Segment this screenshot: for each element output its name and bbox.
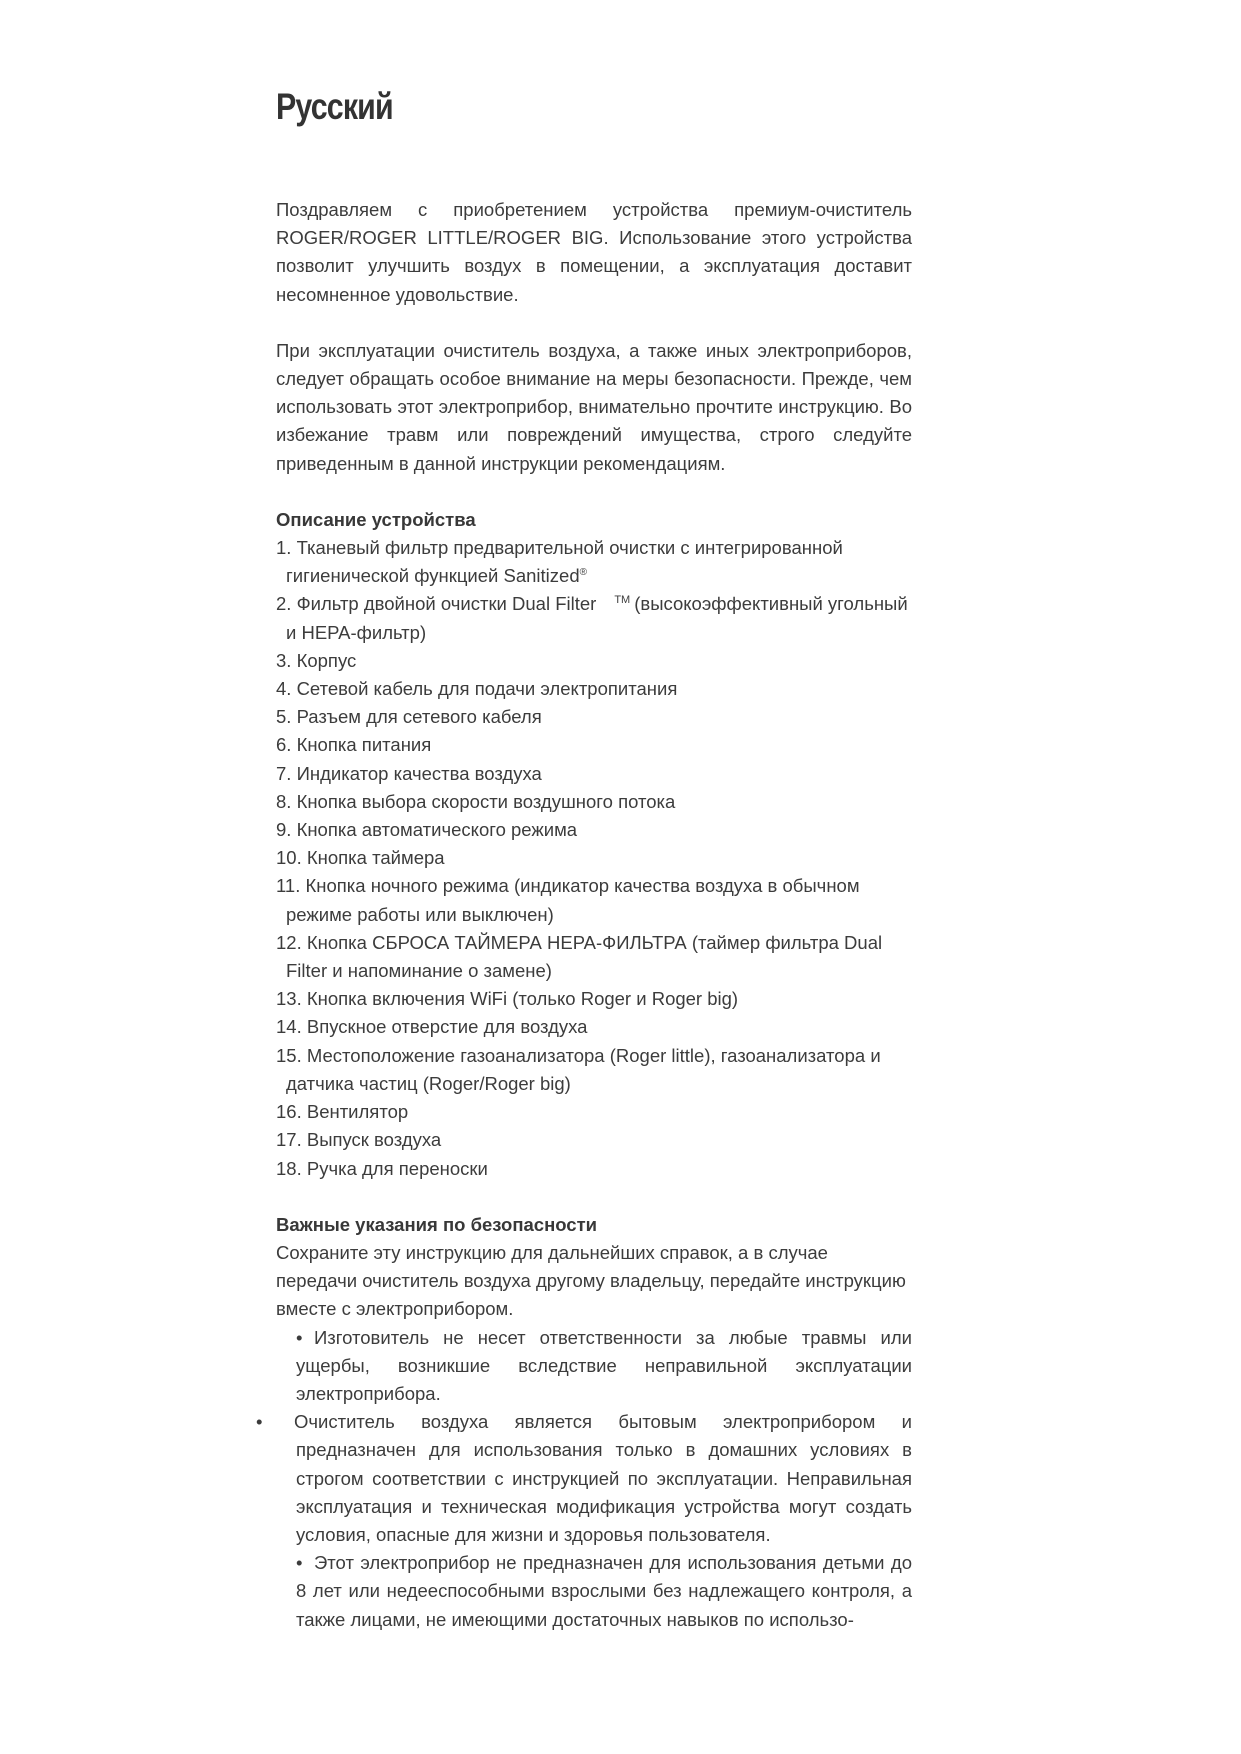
list-item: 3. Корпус [276,649,357,671]
trademark-mark: TM [614,594,631,607]
list-item [276,1324,912,1409]
list-item: 12. Кнопка СБРОСА ТАЙМЕРА HEPA-ФИЛЬТРА (таймер фильтра Dual Filter и напоминание о замене) [276,931,883,982]
list-item: 8. Кнопка выбора скорости воздушного потока [276,790,676,812]
bullet-icon: • [296,1552,303,1574]
intro-paragraph-2: При эксплуатации очиститель воздуха, а также иных электроприборов, следует обращать особое внимание на меры безопасности. Прежде, чем использовать этот электроприбор, внимательно прочтите инструкцию. Во избежание травм или повреждений имущества, строго следуйте приведенным в данной инструкции рекомендациям. [276,339,912,474]
safety-bullet-list [256,1324,912,1634]
list-item: 10. Кнопка таймера [276,847,445,869]
registered-mark: ® [579,567,587,579]
list-item-text: (высокоэффективный угольный и HEPA-фильтр) [286,593,908,643]
list-item [276,534,912,590]
list-item: 16. Вентилятор [276,1101,409,1123]
list-item: 4. Сетевой кабель для подачи электропитания [276,678,678,700]
page-title: Русский [276,86,393,127]
list-item-text: Изготовитель не несет ответственности за любые травмы или ущербы, возникшие вследствие неправильной эксплуатации электроприбора. [296,1326,912,1404]
list-item: 18. Ручка для переноски [276,1157,488,1179]
safety-heading: Важные указания по безопасности [276,1213,598,1235]
description-list [276,534,912,1183]
list-item: 14. Впускное отверстие для воздуха [276,1016,588,1038]
intro-paragraph-1: Поздравляем с приобретением устройства премиум-очиститель ROGER/ROGER LITTLE/ROGER BIG. Использование этого устройства позволит улучшить воздух в помещении, а эксплуатация доставит несомненное удовольствие. [276,199,912,305]
list-item: 17. Выпуск воздуха [276,1129,442,1151]
list-item-text: Очиститель воздуха является бытовым электроприбором и предназначен для использования только в домашних условиях в строгом соответствии с инструкцией по эксплуатации. Неправильная эксплуатация и техническая модификация устройства могут создать условия, опасные для жизни и здоровья пользователя. [294,1411,912,1545]
bullet-icon: • [256,1411,263,1433]
list-item: 5. Разъем для сетевого кабеля [276,706,542,728]
list-item-text: 1. Тканевый фильтр предварительной очистки с интегрированной гигиенической функцией Sanitized [276,537,843,587]
list-item [276,1549,912,1634]
description-heading: Описание устройства [276,508,476,530]
list-item-text: 2. Фильтр двойной очистки Dual Filter [276,593,597,615]
document-body [256,196,912,1634]
list-item [256,1408,912,1549]
list-item: 9. Кнопка автоматического режима [276,819,578,841]
list-item: 13. Кнопка включения WiFi (только Roger и Roger big) [276,988,739,1010]
list-item: 6. Кнопка питания [276,734,432,756]
list-item: 15. Местоположение газоанализатора (Roger little), газоанализатора и датчика частиц (Roger/Roger big) [276,1044,881,1094]
safety-intro: Сохраните эту инструкцию для дальнейших справок, а в случае передачи очиститель воздуха другому владельцу, передайте инструкцию вместе с электроприбором. [276,1241,906,1320]
list-item [276,590,912,646]
list-item: 7. Индикатор качества воздуха [276,762,542,784]
list-item: 11. Кнопка ночного режима (индикатор качества воздуха в обычном режиме работы или выключен) [276,875,860,925]
list-item-text: Этот электроприбор не предназначен для использования детьми до 8 лет или недееспособными взрослыми без надлежащего контроля, а также лицами, не имеющими достаточных навыков по использо- [296,1552,912,1630]
bullet-icon: • [296,1326,303,1348]
